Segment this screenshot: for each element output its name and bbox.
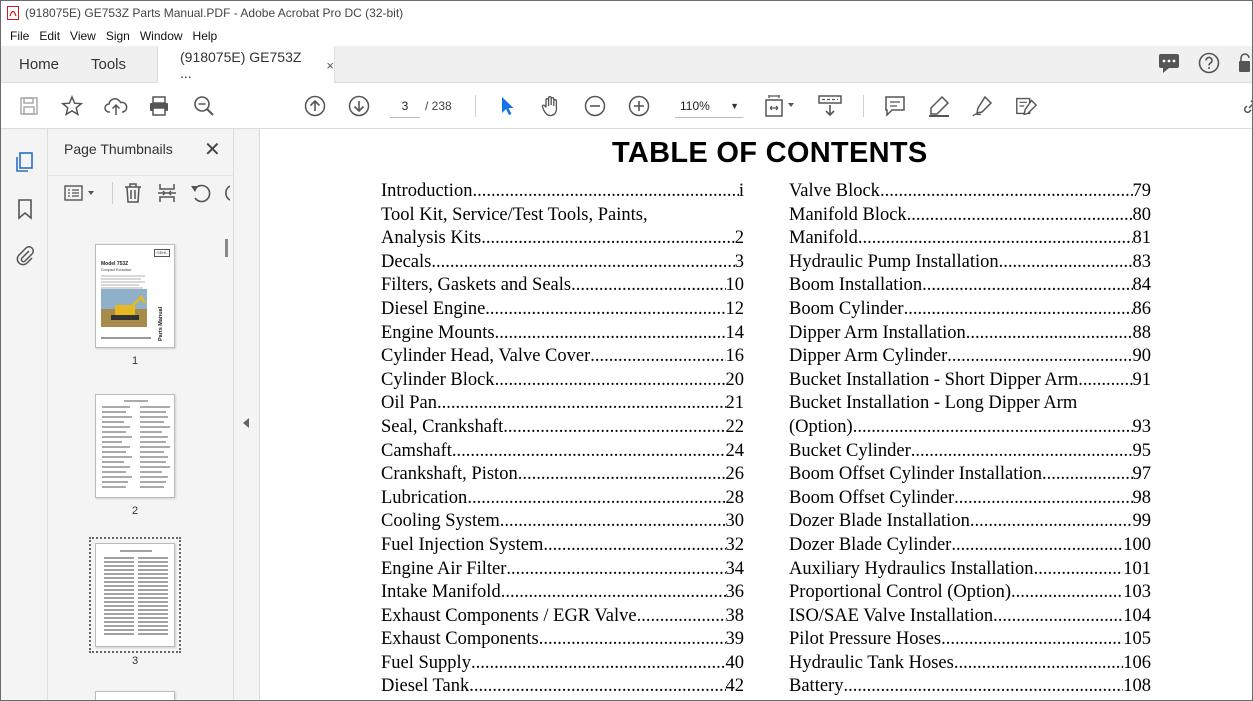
toc-entry[interactable] [789, 440, 1151, 464]
thumbnail-page-3[interactable] [95, 543, 175, 647]
title-bar [1, 1, 1253, 25]
toc-entry[interactable] [381, 227, 744, 251]
toc-entry-title: Pilot Pressure Hoses [789, 629, 942, 650]
toc-entry[interactable] [381, 369, 744, 393]
acrobat-app-icon [7, 6, 19, 20]
toc-entry-page: 38 [725, 605, 744, 626]
toolbar-divider [475, 95, 476, 117]
toc-leader-dots [437, 392, 725, 416]
toc-entry-page: 26 [725, 464, 744, 485]
toc-entry-page: 91 [1132, 369, 1151, 390]
add-comment-icon[interactable] [883, 94, 907, 118]
toc-entry-title: Dozer Blade Cylinder [789, 534, 952, 555]
bookmark-icon[interactable] [14, 198, 36, 220]
toc-leader-dots [922, 274, 1132, 298]
toc-entry[interactable] [381, 534, 744, 558]
cover-side-title: Parts Manual [158, 306, 164, 341]
excavator-cover-image [101, 289, 147, 327]
toc-entry-title: Oil Pan [381, 393, 438, 414]
toc-leader-dots [907, 204, 1133, 228]
toc-entry-page: 42 [725, 676, 744, 697]
toc-leader-dots [539, 628, 726, 652]
main-toolbar [1, 83, 1253, 129]
options-menu-icon[interactable] [64, 184, 96, 205]
toc-entry[interactable] [381, 180, 744, 204]
toc-entry-title: Lubrication [381, 487, 468, 508]
toc-entry-title: Battery [789, 676, 844, 697]
toc-entry[interactable] [789, 227, 1151, 251]
toc-leader-dots [1042, 463, 1133, 487]
toc-entry[interactable] [381, 440, 744, 464]
toc-entry[interactable] [789, 581, 1151, 605]
thumbnail-page-4[interactable] [95, 691, 175, 701]
toc-entry-page: 39 [725, 629, 744, 650]
toc-entry[interactable] [381, 510, 744, 534]
toc-leader-dots [495, 322, 726, 346]
toc-entry-page: 2 [734, 228, 744, 249]
toc-entry-page: 12 [725, 298, 744, 319]
toc-entry[interactable] [789, 369, 1151, 393]
sign-pen-icon[interactable] [971, 94, 995, 118]
toc-entry-title: Boom Installation [789, 275, 923, 296]
attachment-paperclip-icon[interactable] [14, 244, 36, 266]
more-options-icon[interactable] [222, 182, 230, 204]
toc-entry[interactable] [381, 322, 744, 346]
toc-entry-title: Bucket Installation - Long Dipper Arm [789, 393, 1078, 414]
toc-entry-title: Manifold Block [789, 204, 907, 225]
toc-entry-page: 28 [725, 487, 744, 508]
delete-page-icon[interactable] [122, 182, 144, 207]
toc-leader-dots [1078, 369, 1132, 393]
toc-entry[interactable] [789, 675, 1151, 699]
menu-view[interactable]: View [70, 28, 96, 43]
toc-entry-page: 14 [725, 322, 744, 343]
toc-entry-title: Dipper Arm Installation [789, 322, 966, 343]
page-number-input[interactable]: 3 [390, 94, 420, 118]
toc-entry[interactable] [381, 204, 744, 228]
page-thumbnails-icon[interactable] [14, 151, 36, 173]
toc-entry-title: Boom Offset Cylinder [789, 487, 955, 508]
toc-entry-title: Camshaft [381, 440, 452, 461]
toc-leader-dots [904, 298, 1133, 322]
toolbar-divider [863, 95, 864, 117]
toc-leader-dots [947, 345, 1132, 369]
toc-entry[interactable] [789, 558, 1151, 582]
toc-entry-page: 10 [725, 275, 744, 296]
menu-bar [1, 25, 1253, 46]
toc-entry-title: Boom Cylinder [789, 298, 904, 319]
toc-entry-page: 104 [1123, 605, 1151, 626]
panel-title: Page Thumbnails [64, 141, 173, 157]
toc-entry[interactable] [789, 628, 1151, 652]
toc-leader-dots [954, 487, 1132, 511]
tab-home[interactable]: Home [19, 56, 60, 73]
toc-entry-page: 32 [725, 534, 744, 555]
toc-entry[interactable] [789, 652, 1151, 676]
save-icon[interactable] [17, 94, 41, 118]
menu-edit[interactable]: Edit [39, 28, 61, 43]
toc-entry-title: Diesel Engine [381, 298, 486, 319]
toc-leader-dots [503, 416, 725, 440]
toc-entry[interactable] [789, 510, 1151, 534]
menu-window[interactable]: Window [139, 28, 183, 43]
thumb-toolbar-divider [112, 182, 113, 204]
panel-splitter[interactable] [234, 129, 260, 701]
toc-entry-title: Cylinder Block [381, 369, 495, 390]
toc-entry[interactable] [381, 558, 744, 582]
toc-entry[interactable] [381, 274, 744, 298]
toc-entry-page: 103 [1123, 582, 1151, 603]
toc-left-column [381, 180, 744, 699]
toc-entry-page: 22 [725, 416, 744, 437]
toc-entry[interactable] [789, 274, 1151, 298]
toc-entry[interactable] [381, 652, 744, 676]
toc-entry-title: Engine Mounts [381, 322, 495, 343]
cover-model-text: Model 753Z [101, 261, 129, 267]
toc-entry[interactable] [789, 463, 1151, 487]
toc-leader-dots [590, 345, 725, 369]
toc-entry-title: Dipper Arm Cylinder [789, 346, 948, 367]
toc-entry-title: Decals [381, 251, 432, 272]
toc-entry[interactable] [789, 204, 1151, 228]
chevron-down-icon: ▼ [730, 101, 739, 111]
toc-entry-page: 90 [1132, 346, 1151, 367]
toc-entry-title: Engine Air Filter [381, 558, 507, 579]
toc-entry-page: 108 [1123, 676, 1151, 697]
toc-leader-dots [970, 510, 1133, 534]
close-panel-icon[interactable]: ✕ [204, 139, 221, 161]
toc-entry-page: 101 [1123, 558, 1151, 579]
toc-entry-title: Boom Offset Cylinder Installation [789, 464, 1042, 485]
toc-entry[interactable] [789, 392, 1151, 416]
toc-leader-dots [431, 251, 734, 275]
toc-leader-dots [941, 628, 1123, 652]
toc-entry-page: 106 [1123, 652, 1151, 673]
toc-leader-dots [495, 369, 726, 393]
edit-pdf-icon[interactable] [1014, 94, 1038, 118]
toc-leader-dots [471, 652, 726, 676]
toc-entry-title: Filters, Gaskets and Seals [381, 275, 572, 296]
toc-leader-dots [853, 416, 1133, 440]
toc-entry-title: Hydraulic Pump Installation [789, 251, 999, 272]
toc-entry-page: 21 [725, 393, 744, 414]
toc-entry-title: Introduction [381, 181, 473, 201]
toc-leader-dots [501, 581, 726, 605]
toc-entry[interactable] [381, 675, 744, 699]
toc-entry-page: 36 [725, 582, 744, 603]
toc-entry-title: Analysis Kits [381, 228, 482, 249]
toc-leader-dots [571, 274, 725, 298]
toc-entry-page: 84 [1132, 275, 1151, 296]
toc-leader-dots [469, 675, 725, 699]
thumbnail-page-2[interactable] [95, 394, 175, 498]
previous-page-icon[interactable] [303, 94, 327, 118]
toc-entry[interactable] [789, 345, 1151, 369]
toc-entry-title: Exhaust Components [381, 629, 539, 650]
toc-entry[interactable] [381, 392, 744, 416]
page-fit-icon[interactable] [763, 94, 799, 118]
toc-leader-dots [966, 322, 1133, 346]
toc-entry-page: 83 [1132, 251, 1151, 272]
toc-entry-title: Cooling System [381, 511, 500, 532]
cover-subtitle-text: Compact Excavator [101, 268, 132, 272]
toc-entry[interactable] [789, 605, 1151, 629]
cover-brand-logo: GEHL [154, 249, 170, 257]
document-view[interactable] [260, 129, 1253, 701]
toc-entry-title: Dozer Blade Installation [789, 511, 970, 532]
toc-entry-page: 79 [1132, 181, 1151, 201]
toc-entry-page: 80 [1132, 204, 1151, 225]
find-zoom-icon[interactable] [192, 94, 216, 118]
toc-leader-dots [1011, 581, 1123, 605]
toc-entry-title: Bucket Cylinder [789, 440, 911, 461]
toc-entry-page: 105 [1123, 629, 1151, 650]
thumbnail-scrollbar[interactable] [221, 223, 233, 701]
toc-entry[interactable] [381, 298, 744, 322]
toc-entry[interactable] [381, 416, 744, 440]
thumbnail-page-number: 3 [131, 655, 139, 667]
toc-entry[interactable] [789, 322, 1151, 346]
toc-entry-title: Proportional Control (Option) [789, 582, 1011, 603]
upload-cloud-icon[interactable] [104, 94, 128, 118]
toc-entry[interactable] [789, 298, 1151, 322]
toc-entry-title: Fuel Supply [381, 652, 471, 673]
toc-entry[interactable] [789, 487, 1151, 511]
toc-entry[interactable] [789, 180, 1151, 204]
toc-entry-title: Intake Manifold [381, 582, 501, 603]
comment-bubble-icon[interactable] [1158, 53, 1180, 76]
select-pointer-icon[interactable] [495, 94, 519, 118]
toc-entry[interactable] [789, 416, 1151, 440]
page-3-text-preview [96, 544, 175, 647]
next-page-icon[interactable] [347, 94, 371, 118]
cover-footer-line [101, 337, 151, 339]
link-icon[interactable] [1239, 94, 1253, 118]
toc-leader-dots [467, 487, 725, 511]
toc-entry-page: 3 [734, 251, 744, 272]
thumbnail-page-number: 2 [131, 505, 139, 517]
tab-bar [1, 46, 1253, 83]
scroll-mode-icon[interactable] [816, 94, 844, 118]
toc-entry-title: Hydraulic Tank Hoses [789, 652, 954, 673]
toc-entry-title: Fuel Injection System [381, 534, 544, 555]
tab-document[interactable] [157, 46, 335, 84]
toc-entry[interactable] [381, 487, 744, 511]
toc-entry[interactable] [381, 628, 744, 652]
toc-entry-title: Valve Block [789, 181, 880, 201]
rotate-page-icon[interactable] [190, 182, 212, 207]
zoom-level-select[interactable] [675, 94, 743, 118]
toc-leader-dots [1034, 558, 1124, 582]
print-icon[interactable] [147, 94, 171, 118]
tab-document-label: (918075E) GE753Z ... [180, 49, 302, 81]
toc-leader-dots [843, 675, 1123, 699]
toc-entry-title: ISO/SAE Valve Installation [789, 605, 994, 626]
toc-entry[interactable] [789, 534, 1151, 558]
toc-entry-title: Diesel Tank [381, 676, 470, 697]
toc-leader-dots [543, 534, 725, 558]
toc-leader-dots [637, 605, 726, 629]
toc-entry-title: Crankshaft, Piston [381, 464, 518, 485]
toc-leader-dots [481, 227, 735, 251]
toc-entry-page: 93 [1132, 416, 1151, 437]
toc-entry-page: 40 [725, 652, 744, 673]
scrollbar-thumb[interactable] [225, 239, 228, 257]
toc-entry-page: 99 [1132, 511, 1151, 532]
toc-entry-page: 86 [1132, 298, 1151, 319]
zoom-level-value: 110% [680, 99, 710, 113]
toc-entry-page: 98 [1132, 487, 1151, 508]
toc-leader-dots [911, 440, 1133, 464]
toc-entry[interactable] [381, 251, 744, 275]
toc-entry[interactable] [381, 605, 744, 629]
toc-entry[interactable] [789, 251, 1151, 275]
page-heading: TABLE OF CONTENTS [612, 137, 928, 169]
thumbnail-page-number: 1 [131, 355, 139, 367]
extract-pages-icon[interactable] [156, 182, 178, 207]
toc-entry-title: (Option) [789, 416, 853, 437]
toc-entry-page: 97 [1132, 464, 1151, 485]
toc-leader-dots [880, 180, 1133, 204]
toc-right-column [789, 180, 1151, 699]
thumbnail-page-1[interactable] [95, 244, 175, 348]
toc-entry-title: Bucket Installation - Short Dipper Arm [789, 369, 1079, 390]
lock-icon[interactable] [1238, 53, 1250, 76]
thumbnail-toolbar [48, 175, 234, 209]
toc-entry[interactable] [381, 463, 744, 487]
toc-leader-dots [452, 440, 726, 464]
toc-entry-page: i [738, 181, 744, 201]
toc-leader-dots [999, 251, 1133, 275]
toc-entry-page: 30 [725, 511, 744, 532]
toc-leader-dots [472, 180, 738, 204]
toc-leader-dots [485, 298, 725, 322]
toc-entry-title: Tool Kit, Service/Test Tools, Paints, [381, 204, 648, 225]
toc-entry[interactable] [381, 345, 744, 369]
toc-entry-page: 88 [1132, 322, 1151, 343]
toc-entry-page: 16 [725, 346, 744, 367]
toc-entry-page: 20 [725, 369, 744, 390]
toc-entry-title: Exhaust Components / EGR Valve [381, 605, 637, 626]
toc-entry[interactable] [381, 581, 744, 605]
toc-entry-page: 95 [1132, 440, 1151, 461]
toc-entry-page: 24 [725, 440, 744, 461]
toc-entry-title: Cylinder Head, Valve Cover [381, 346, 591, 367]
toc-entry-title: Seal, Crankshaft [381, 416, 504, 437]
thumbnail-list [48, 221, 234, 701]
navigation-rail [1, 129, 48, 701]
toc-leader-dots [954, 652, 1123, 676]
toc-entry-page: 34 [725, 558, 744, 579]
hand-tool-icon[interactable] [539, 94, 563, 118]
toc-leader-dots [500, 510, 726, 534]
help-icon[interactable] [1198, 52, 1220, 77]
tab-tools[interactable]: Tools [91, 56, 127, 73]
toc-entry-page: 100 [1123, 534, 1151, 555]
toc-leader-dots [993, 605, 1123, 629]
page-thumbnails-panel [48, 129, 234, 701]
zoom-in-icon[interactable] [627, 94, 651, 118]
menu-sign[interactable]: Sign [105, 28, 130, 43]
menu-file[interactable]: File [10, 28, 30, 43]
toc-entry-title: Auxiliary Hydraulics Installation [789, 558, 1034, 579]
toc-leader-dots [506, 558, 725, 582]
star-icon[interactable] [60, 94, 84, 118]
toc-entry-page: 81 [1132, 228, 1151, 249]
toc-leader-dots [518, 463, 726, 487]
collapse-arrow-icon[interactable] [243, 418, 249, 428]
tab-bar-actions [1158, 46, 1253, 83]
tab-close-button[interactable]: × [326, 57, 334, 73]
toc-leader-dots [951, 534, 1123, 558]
page-total: / 238 [425, 99, 452, 113]
page-2-text-preview [96, 395, 175, 498]
window-title: (918075E) GE753Z Parts Manual.PDF - Adobe Acrobat Pro DC (32-bit) [25, 6, 404, 20]
toc-leader-dots [858, 227, 1133, 251]
zoom-out-icon[interactable] [583, 94, 607, 118]
highlight-pen-icon[interactable] [927, 94, 951, 118]
toc-entry-title: Manifold [789, 228, 858, 249]
menu-help[interactable]: Help [192, 28, 218, 43]
